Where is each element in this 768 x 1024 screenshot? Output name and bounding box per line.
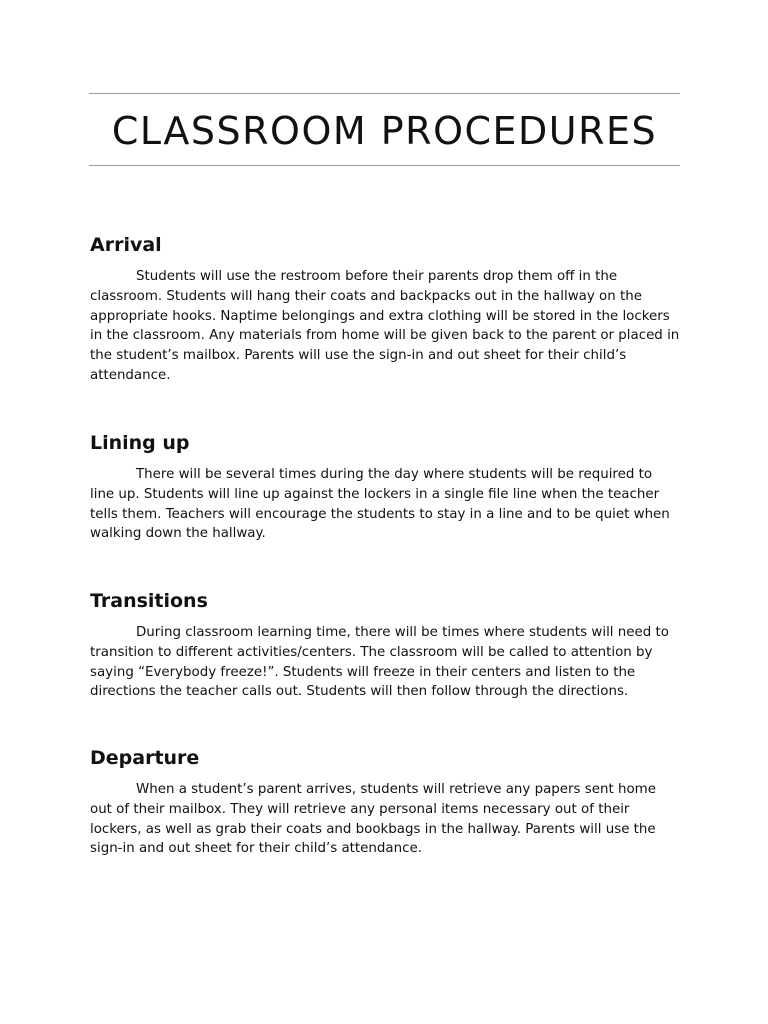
title-rule-bottom xyxy=(89,165,680,166)
section-body-departure: When a student’s parent arrives, students will retrieve any papers sent home out of their mailbox. They will retrieve any personal items necessary out of their lockers, as well as grab their coats and bookbags in the hallway. Parents will use the sign-in and out sheet for their child’s attendance. xyxy=(90,782,656,857)
section-departure xyxy=(90,746,680,859)
section-body-lining-up: There will be several times during the day where students will be required to line up. Students will line up against the lockers in a single file line when the teacher tells them. Teachers will encourage the students to stay in a line and to be quiet when walking down the hallway. xyxy=(90,467,670,542)
section-heading-departure: Departure xyxy=(90,747,200,769)
section-heading-transitions: Transitions xyxy=(90,590,208,612)
section-body-arrival: Students will use the restroom before their parents drop them off in the classroom. Students will hang their coats and backpacks out in the hallway on the appropriate hooks. Naptime belongings and extra clothing will be stored in the lockers in the classroom. Any materials from home will be given back to the parent or placed in the student’s mailbox. Parents will use the sign-in and out sheet for their child’s attendance. xyxy=(90,269,680,383)
page-title: CLASSROOM PROCEDURES xyxy=(111,109,658,153)
section-arrival xyxy=(90,233,680,386)
section-transitions xyxy=(90,589,680,702)
section-body-transitions: During classroom learning time, there will be times where students will need to transition to different activities/centers. The classroom will be called to attention by saying “Everybody freeze!”. Students will freeze in their centers and listen to the directions the teacher calls out. Students will then follow through the directions. xyxy=(90,625,669,700)
section-heading-lining-up: Lining up xyxy=(90,432,190,454)
title-rule-top xyxy=(89,93,680,94)
section-heading-arrival: Arrival xyxy=(90,234,162,256)
section-lining-up xyxy=(90,431,680,544)
